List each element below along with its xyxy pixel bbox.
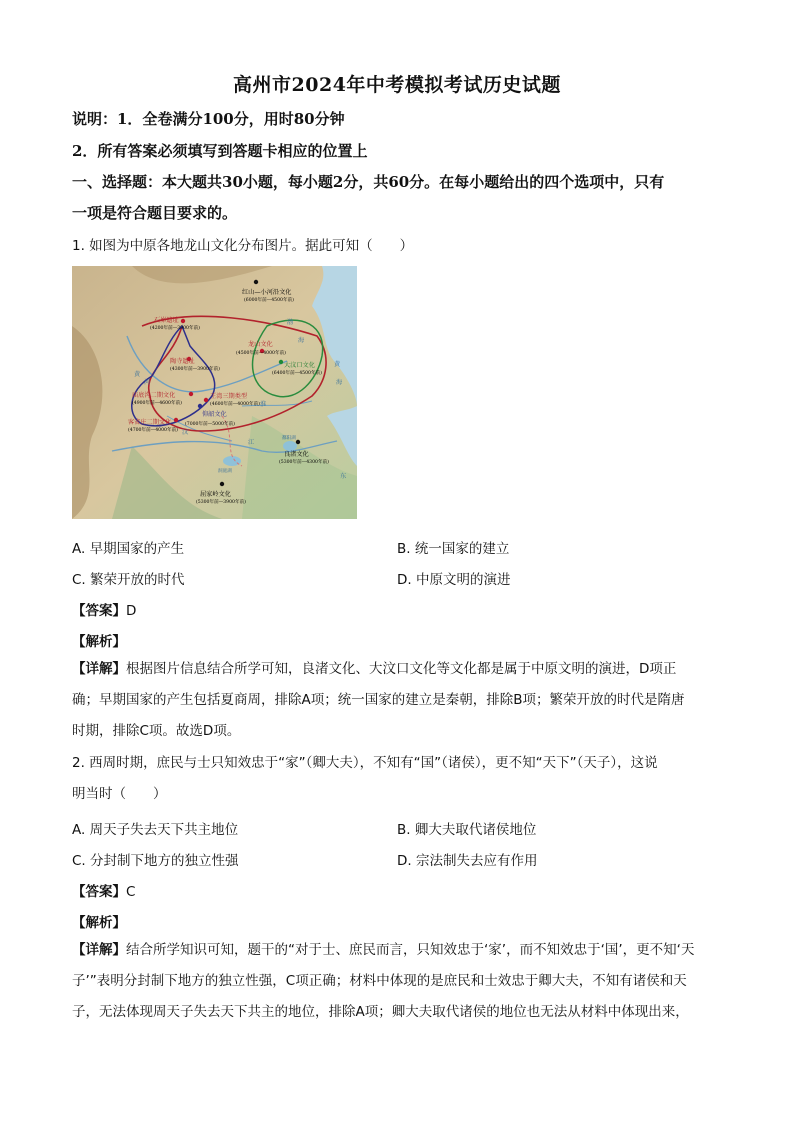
place-huang: 黄 [134,371,141,378]
q1-detail-text-1: 根据图片信息结合所学可知，良渚文化、大汶口文化等文化都是属于中原文明的演进，D项正 [126,661,677,677]
date-miaodigou: (4900年前—4600年前) [132,401,182,406]
place-bo: 渤 [287,319,294,326]
date-keshengzhuang: (4700年前—4000年前) [128,428,178,433]
q2-stem-line-1: 2. 西周时期，庶民与士只知效忠于“家”（卿大夫），不知有“国”（诸侯），更不知“天下”（天子），这说 [72,755,658,771]
date-hongshan: (6000年前—4500年前) [244,298,294,303]
q1-detail-line-2: 确；早期国家的产生包括夏商周，排除A项；统一国家的建立是秦朝，排除B项；繁荣开放的时代是隋唐 [72,692,685,708]
place-yellow-sea-2: 海 [336,379,343,386]
map-poyang-lake [283,441,297,451]
date-wangwan: (4600年前—4000年前) [210,402,260,407]
date-dawenkou: (6400年前—4500年前) [272,371,322,376]
date-yangshao: (7000年前—5000年前) [185,422,235,427]
q2-answer-value: C [126,884,136,900]
date-shimao: (4200年前—3900年前) [150,326,200,331]
place-jiang: 江 [248,439,255,446]
q1-option-b: B. 统一国家的建立 [397,541,510,557]
label-hongshan: 红山—小河沿文化 [242,289,292,296]
q1-detail [72,654,685,747]
label-qujialing: 屈家岭文化 [200,491,231,498]
q2-answer-label: 【答案】 [72,884,126,900]
q1-option-c: C. 繁荣开放的时代 [72,572,185,588]
q2-option-b: B. 卿大夫取代诸侯地位 [397,822,537,838]
section-heading-line-2: 一项是符合题目要求的。 [72,204,238,222]
q1-detail-label: 【详解】 [72,661,126,677]
q2-detail-line-3: 子，无法体现周天子失去天下共主的地位，排除A项；卿大夫取代诸侯的地位也无法从材料中体现出来， [72,1004,689,1020]
q2-detail-line-1 [72,935,694,966]
q2-stem [72,748,658,810]
q1-detail-line-1 [72,654,685,685]
q1-option-d: D. 中原文明的演进 [397,572,511,588]
q1-answer-value: D [126,603,137,619]
date-longshan: (4500年前—4000年前) [236,351,286,356]
date-liangzhu: (5300年前—4300年前) [279,460,329,465]
q1-answer-label: 【答案】 [72,603,126,619]
q2-detail-text-1: 结合所学知识可知，题干的“对于士、庶民而言，只知效忠于‘家’，而不知效忠于‘国’，更不知‘天 [126,942,695,958]
place-poyang: 鄱阳湖 [282,436,296,441]
label-keshengzhuang: 客省庄二期文化 [128,419,172,426]
place-dong: 东 [340,473,347,480]
q1-option-a: A. 早期国家的产生 [72,541,185,557]
label-miaodigou: 庙底沟二期文化 [132,392,176,399]
q2-option-c: C. 分封制下地方的独立性强 [72,853,239,869]
q2-detail [72,935,694,1028]
label-wangwan: 王湾三期类型 [210,393,248,400]
q2-analysis-label: 【解析】 [72,915,126,931]
q2-option-d: D. 宗法制失去应有作用 [397,853,538,869]
q2-detail-line-2: 子’”表明分封制下地方的独立性强，C项正确；材料中体现的是庶民和士效忠于卿大夫，不知有诸侯和天 [72,973,687,989]
site-marker-shimao [181,319,185,323]
date-qujialing: (5300年前—3900年前) [196,500,246,505]
site-marker-yangshao [198,404,202,408]
site-marker-miaodigou [189,392,193,396]
date-taosi: (4300年前—3900年前) [170,367,220,372]
instructions-line-1: 说明：1．全卷满分100分，用时80分钟 [72,110,345,128]
site-marker-qujialing [220,482,224,486]
q2-option-a: A. 周天子失去天下共主地位 [72,822,239,838]
longshan-culture-map [72,266,357,519]
label-liangzhu: 良渚文化 [284,451,309,458]
label-longshan: 龙山文化 [248,341,273,348]
q2-answer [72,880,135,900]
place-he: 河 [144,379,151,386]
map-dongting-lake [223,456,241,466]
label-yangshao: 仰韶文化 [202,411,227,418]
q1-detail-line-3: 时期，排除C项。故选D项。 [72,723,241,739]
site-marker-wangwan [204,398,208,402]
section-heading-line-1: 一、选择题：本大题共30小题，每小题2分，共60分。在每小题给出的四个选项中，只有 [72,173,665,191]
q2-detail-label: 【详解】 [72,942,126,958]
site-marker-hongshan [254,280,258,284]
place-huai: 淮 [260,401,267,408]
page-title: 高州市2024年中考模拟考试历史试题 [233,74,561,96]
q1-analysis-label: 【解析】 [72,634,126,650]
q1-stem: 1. 如图为中原各地龙山文化分布图片。据此可知（ ） [72,238,414,254]
label-dawenkou: 大汶口文化 [284,362,315,369]
place-dongting: 洞庭湖 [218,469,232,474]
site-marker-keshengzhuang [174,418,178,422]
place-hai: 海 [298,337,305,344]
place-han: 汉 [182,429,189,436]
label-shimao: 石峁遗址 [154,317,179,324]
instructions-line-2: 2．所有答案必须填写到答题卡相应的位置上 [72,142,368,160]
site-marker-dawenkou [279,360,283,364]
q2-stem-line-2: 明当时（ ） [72,786,167,802]
place-yellow-sea-1: 黄 [334,361,341,368]
q1-answer [72,599,136,619]
label-taosi: 陶寺遗址 [170,358,195,365]
site-marker-liangzhu [296,440,300,444]
